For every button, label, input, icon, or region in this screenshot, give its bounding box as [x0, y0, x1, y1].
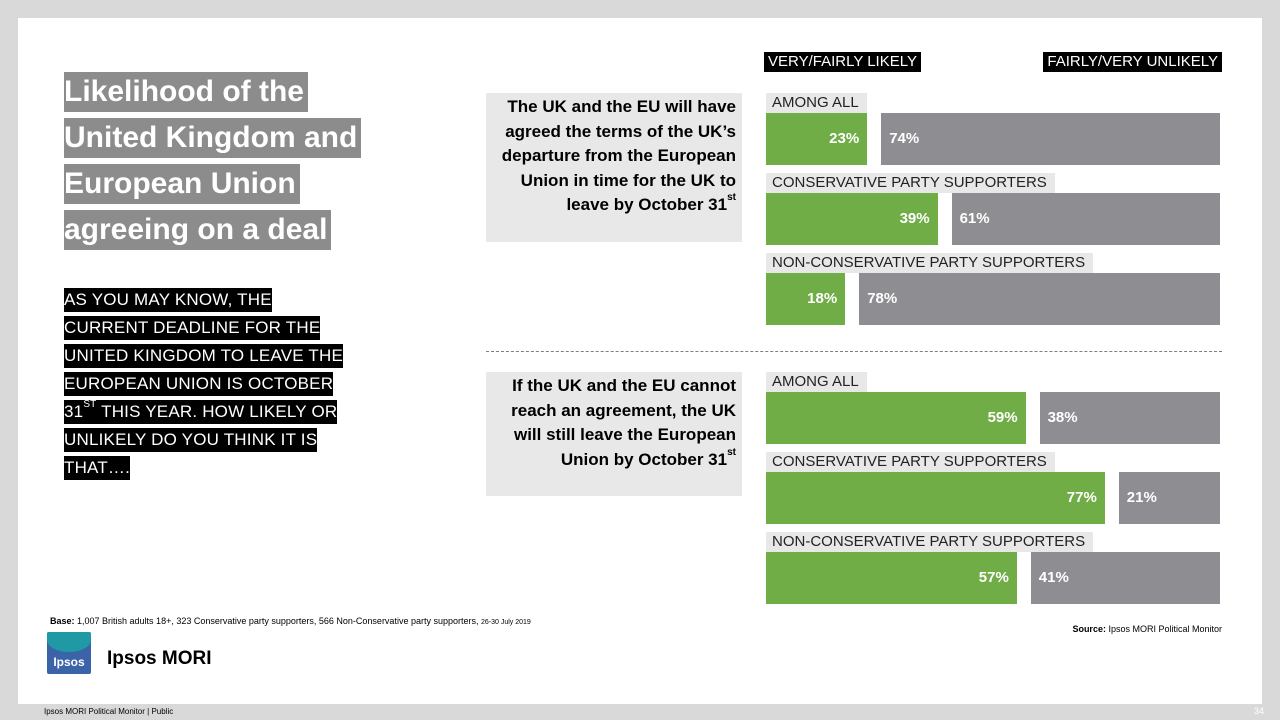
base-note	[50, 616, 531, 626]
bar-unlikely: 38%	[1040, 392, 1220, 444]
ipsos-logo	[47, 632, 91, 674]
segment-label: NON-CONSERVATIVE PARTY SUPPORTERS	[766, 253, 1093, 273]
bar-likely: 18%	[766, 273, 845, 325]
title-line-1: Likelihood of the	[64, 72, 308, 112]
title-line-3: European Union	[64, 164, 300, 204]
base-dates: 26-30 July 2019	[480, 619, 531, 626]
question-line-5-prefix: 31	[64, 402, 84, 421]
source-note	[1072, 624, 1222, 634]
bar-unlikely: 61%	[952, 193, 1220, 245]
base-label: Base:	[50, 616, 75, 626]
page-number: 34	[1253, 706, 1264, 716]
statement-2-text: If the UK and the EU cannot reach an agreement, the UK will still leave the European Union by October 31	[511, 376, 736, 469]
bar-unlikely: 41%	[1031, 552, 1220, 604]
brand-name: Ipsos MORI	[107, 648, 212, 669]
segment-label: NON-CONSERVATIVE PARTY SUPPORTERS	[766, 532, 1093, 552]
legend-unlikely: FAIRLY/VERY UNLIKELY	[1043, 52, 1222, 72]
question-line-7: THAT….	[64, 456, 130, 480]
bar-likely: 77%	[766, 472, 1105, 524]
bar-likely: 23%	[766, 113, 867, 165]
source-text: Ipsos MORI Political Monitor	[1105, 624, 1222, 634]
logo-arc	[47, 632, 91, 652]
statement-1	[486, 93, 742, 242]
question-line-5-sup: ST	[83, 399, 97, 410]
question-line-1: AS YOU MAY KNOW, THE	[64, 288, 272, 312]
question-line-5	[64, 400, 337, 424]
title-line-4: agreeing on a deal	[64, 210, 331, 250]
section-divider	[486, 351, 1222, 352]
statement-1-text: The UK and the EU will have agreed the terms of the UK’s departure from the European Union in time for the UK to leave by October 31	[501, 97, 736, 214]
bar-unlikely: 74%	[881, 113, 1220, 165]
segment-label: CONSERVATIVE PARTY SUPPORTERS	[766, 173, 1055, 193]
segment-label: AMONG ALL	[766, 93, 867, 113]
statement-2-sup: st	[727, 446, 736, 458]
bar-unlikely: 78%	[859, 273, 1220, 325]
bar-likely: 57%	[766, 552, 1017, 604]
source-label: Source:	[1072, 624, 1106, 634]
statement-1-sup: st	[727, 192, 736, 203]
footer-text: Ipsos MORI Political Monitor | Public	[44, 707, 174, 716]
title-line-2: United Kingdom and	[64, 118, 361, 158]
question-line-6: UNLIKELY DO YOU THINK IT IS	[64, 428, 317, 452]
bar-unlikely: 21%	[1119, 472, 1220, 524]
segment-label: AMONG ALL	[766, 372, 867, 392]
legend-likely: VERY/FAIRLY LIKELY	[764, 52, 921, 72]
segment-label: CONSERVATIVE PARTY SUPPORTERS	[766, 452, 1055, 472]
question-line-5-text: THIS YEAR. HOW LIKELY OR	[96, 402, 338, 421]
bar-likely: 59%	[766, 392, 1026, 444]
question-line-3: UNITED KINGDOM TO LEAVE THE	[64, 344, 343, 368]
base-text: 1,007 British adults 18+, 323 Conservative party supporters, 566 Non-Conservative party supporters,	[74, 616, 481, 626]
statement-2	[486, 372, 742, 496]
question-line-4: EUROPEAN UNION IS OCTOBER	[64, 372, 333, 396]
question-line-2: CURRENT DEADLINE FOR THE	[64, 316, 320, 340]
logo-text: Ipsos	[53, 655, 85, 669]
bar-likely: 39%	[766, 193, 938, 245]
